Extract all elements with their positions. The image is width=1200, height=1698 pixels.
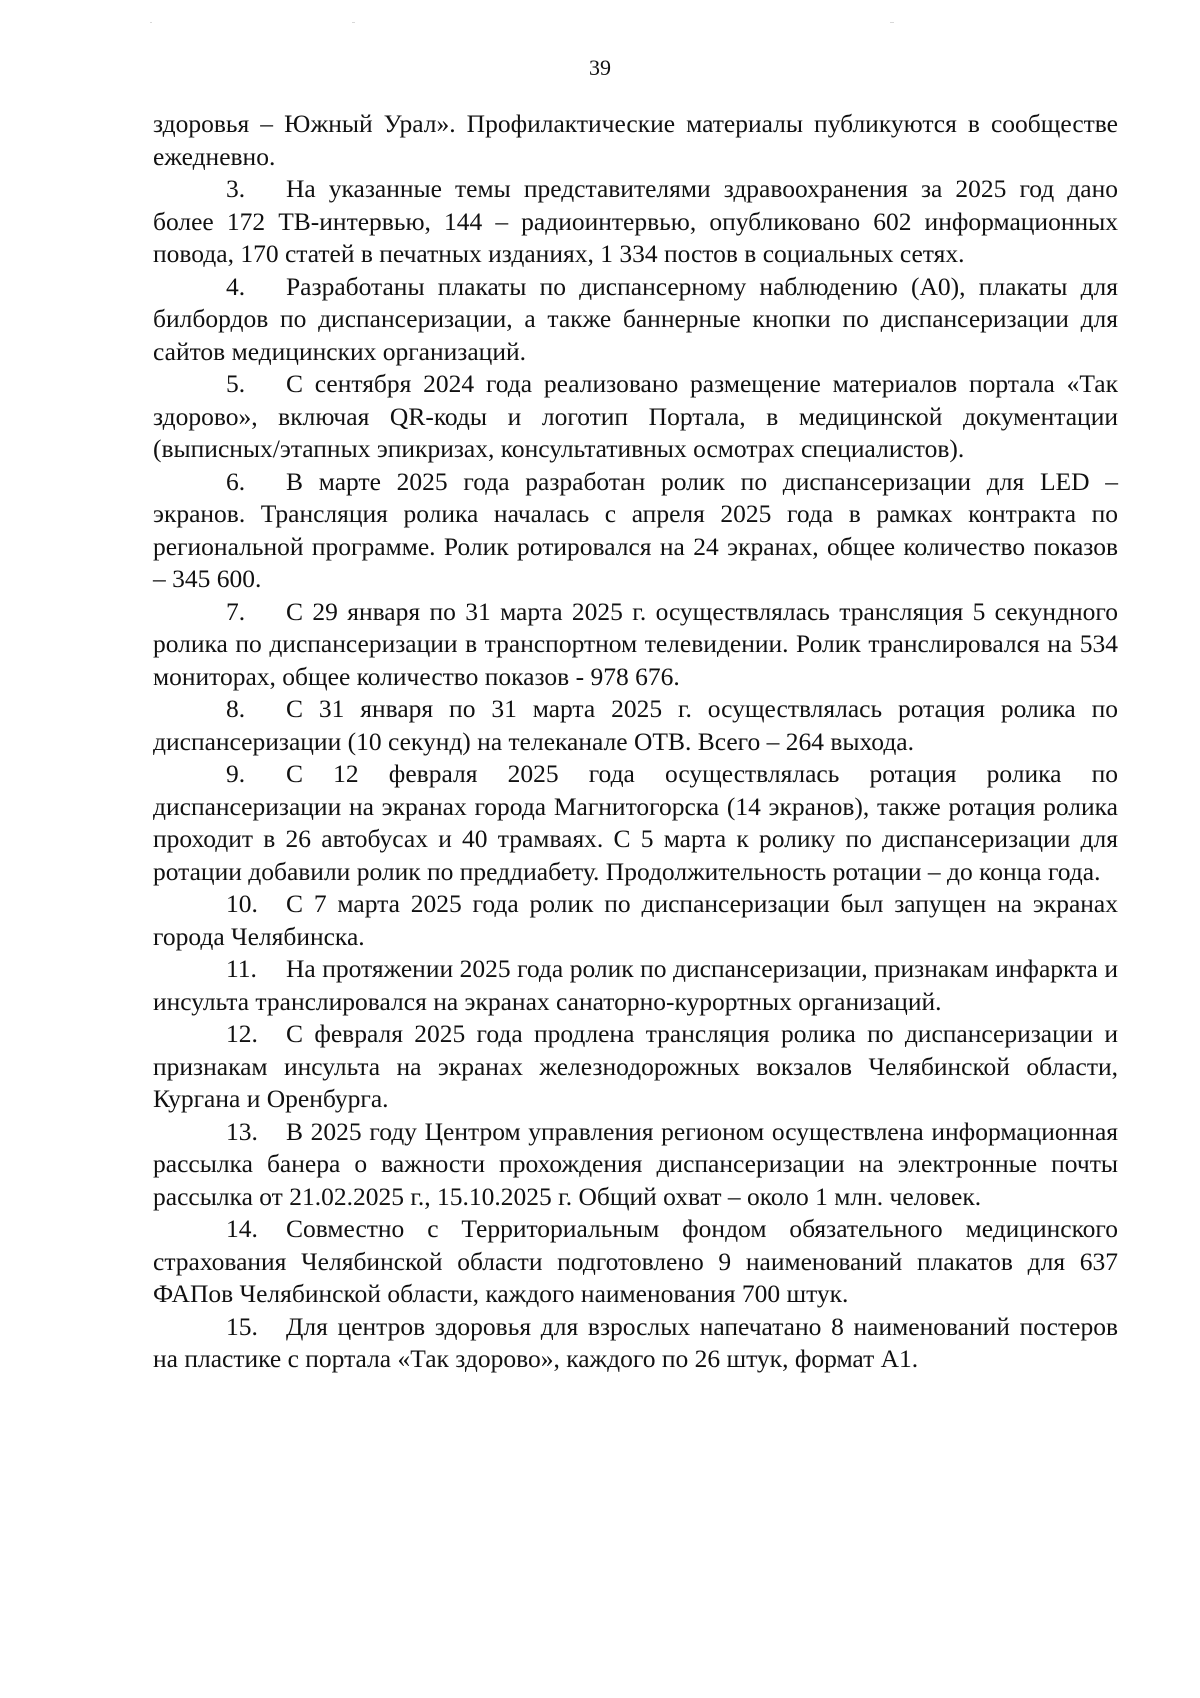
item-number: 11. xyxy=(226,954,257,983)
item-text: С сентября 2024 года реализовано размещение материалов портала «Так здорово», включая QR-коды и логотип Портала, в медицинской документации (выписных/этапных эпикризах, консультативных осмотрах специалистов). xyxy=(153,369,1118,463)
item-text: Разработаны плакаты по диспансерному наблюдению (А0), плакаты для билбордов по диспансеризации, а также баннерные кнопки по диспансеризации для сайтов медицинских организаций. xyxy=(153,271,1118,366)
scan-mark xyxy=(150,22,152,23)
continuation-paragraph: здоровья – Южный Урал». Профилактические материалы публикуются в сообществе ежедневно. xyxy=(153,109,1118,171)
item-number: 4. xyxy=(226,271,246,301)
item-text: С 29 января по 31 марта 2025 г. осуществлялась трансляция 5 секундного ролика по диспансеризации в транспортном телевидении. Ролик транслировался на 534 мониторах, общее количество показов - 978 676. xyxy=(153,596,1118,691)
list-item xyxy=(153,466,1118,596)
item-text: С 12 февраля 2025 года осуществлялась ротация ролика по диспансеризации на экранах города Магнитогорска (14 экранов), также ротация ролика проходит в 26 автобусах и 40 трамваях. С 5 марта к ролику по диспансеризации для ротации добавили ролик по преддиабету. Продолжительность ротации – до конца года. xyxy=(153,759,1118,886)
item-text: Для центров здоровья для взрослых напечатано 8 наименований постеров на пластике с портала «Так здорово», каждого по 26 штук, формат А1. xyxy=(153,1311,1118,1373)
list-item xyxy=(153,1116,1118,1214)
scan-mark xyxy=(890,22,894,23)
scan-mark xyxy=(352,22,355,23)
item-number: 7. xyxy=(226,596,246,626)
item-number: 6. xyxy=(226,466,246,496)
list-item xyxy=(153,1018,1118,1116)
list-item xyxy=(153,1213,1118,1311)
item-text: С 31 января по 31 марта 2025 г. осуществлялась ротация ролика по диспансеризации (10 секунд) на телеканале ОТВ. Всего – 264 выхода. xyxy=(153,694,1118,756)
item-text: На протяжении 2025 года ролик по диспансеризации, признакам инфаркта и инсульта транслировался на экранах санаторно-курортных организаций. xyxy=(153,954,1118,1016)
item-number: 12. xyxy=(226,1019,258,1048)
item-number: 5. xyxy=(226,369,246,398)
list-item xyxy=(153,271,1118,369)
item-number: 3. xyxy=(226,174,246,203)
document-body xyxy=(153,108,1118,1376)
item-text: Совместно с Территориальным фондом обязательного медицинского страхования Челябинской области подготовлено 9 наименований плакатов для 637 ФАПов Челябинской области, каждого наименования 700 штук. xyxy=(153,1214,1118,1308)
list-item xyxy=(153,368,1118,466)
list-item xyxy=(153,596,1118,694)
item-text: На указанные темы представителями здравоохранения за 2025 год дано более 172 ТВ-интервью, 144 – радиоинтервью, опубликовано 602 информационных повода, 170 статей в печатных изданиях, 1 334 постов в социальных сетях. xyxy=(153,174,1118,268)
item-text: В марте 2025 года разработан ролик по диспансеризации для LED – экранов. Трансляция ролика началась с апреля 2025 года в рамках контракта по региональной программе. Ролик ротировался на 24 экранах, общее количество показов – 345 600. xyxy=(153,466,1118,593)
item-number: 14. xyxy=(226,1214,258,1243)
list-item xyxy=(153,173,1118,271)
item-text: С февраля 2025 года продлена трансляция ролика по диспансеризации и признакам инсульта на экранах железнодорожных вокзалов Челябинской области, Кургана и Оренбурга. xyxy=(153,1019,1118,1113)
item-number: 13. xyxy=(226,1116,258,1146)
item-number: 10. xyxy=(226,889,258,918)
list-item xyxy=(153,1311,1118,1376)
item-text: В 2025 году Центром управления регионом осуществлена информационная рассылка банера о важности прохождения диспансеризации на электронные почты рассылка от 21.02.2025 г., 15.10.2025 г. Общий охват – около 1 млн. человек. xyxy=(153,1116,1118,1211)
item-number: 15. xyxy=(226,1311,258,1341)
numbered-list xyxy=(153,173,1118,1376)
item-number: 8. xyxy=(226,694,246,723)
list-item xyxy=(153,693,1118,758)
item-text: С 7 марта 2025 года ролик по диспансеризации был запущен на экранах города Челябинска. xyxy=(153,889,1118,951)
list-item xyxy=(153,953,1118,1018)
list-item xyxy=(153,888,1118,953)
list-item xyxy=(153,758,1118,888)
page-number: 39 xyxy=(589,55,611,80)
item-number: 9. xyxy=(226,759,246,788)
